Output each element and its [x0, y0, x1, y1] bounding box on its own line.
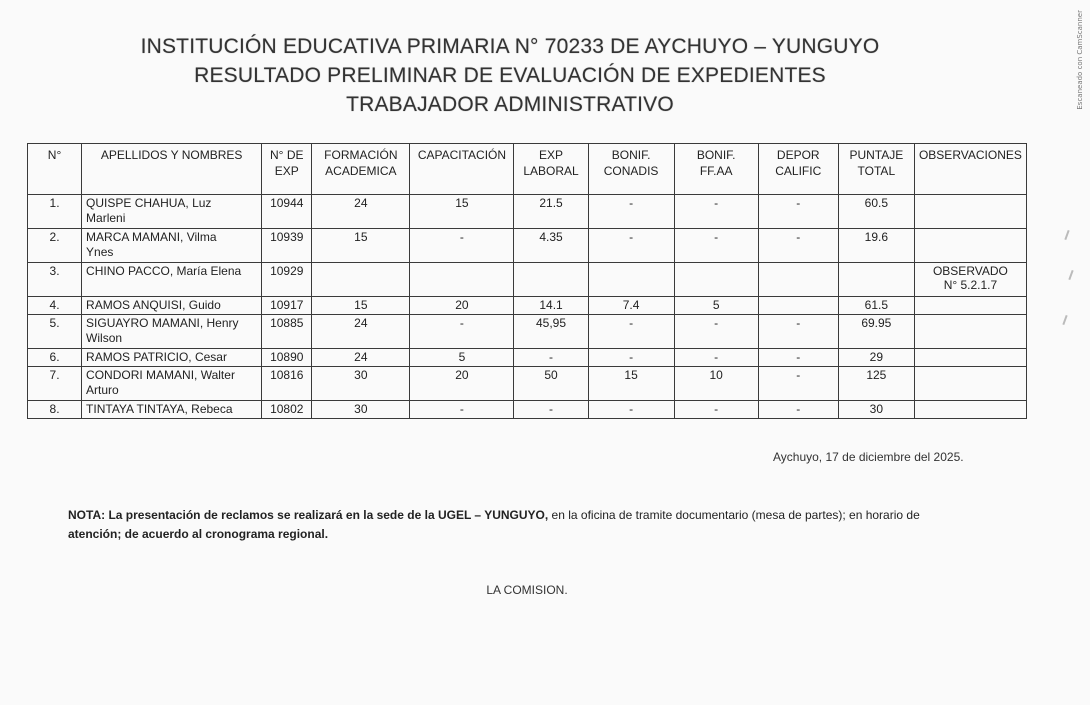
document-titles [0, 32, 1020, 119]
cell-conadis: 15 [588, 367, 674, 401]
cell-exp: 10929 [262, 263, 312, 297]
cell-laboral: 45,95 [514, 315, 588, 349]
cell-conadis [588, 263, 674, 297]
table-row [28, 315, 1027, 349]
column-header [758, 144, 838, 195]
cell-total: 19.6 [838, 229, 914, 263]
cell-depor: - [758, 195, 838, 229]
cell-name [82, 349, 262, 367]
cell-exp: 10917 [262, 297, 312, 315]
column-header-line: DEPOR [776, 148, 820, 162]
cell-exp: 10944 [262, 195, 312, 229]
cell-capacitacion: 20 [410, 297, 514, 315]
cell-ffaa: - [674, 401, 758, 419]
cell-depor: - [758, 349, 838, 367]
column-header [262, 144, 312, 195]
cell-capacitacion: 20 [410, 367, 514, 401]
cell-n: 6. [28, 349, 82, 367]
cell-formacion: 30 [312, 367, 410, 401]
table-row [28, 401, 1027, 419]
table-row [28, 195, 1027, 229]
column-header-line: APELLIDOS Y NOMBRES [100, 148, 243, 162]
cell-n: 8. [28, 401, 82, 419]
column-header [28, 144, 82, 195]
cell-total [838, 263, 914, 297]
table-body [28, 195, 1027, 419]
cell-n: 7. [28, 367, 82, 401]
cell-ffaa: 5 [674, 297, 758, 315]
cell-name [82, 367, 262, 401]
cell-name-line: QUISPE CHAHUA, Luz [86, 196, 212, 210]
column-header-line: N° DE [270, 148, 304, 162]
cell-total: 60.5 [838, 195, 914, 229]
cell-obs [914, 315, 1026, 349]
cell-capacitacion: - [410, 315, 514, 349]
cell-laboral: 21.5 [514, 195, 588, 229]
cell-name-line: TINTAYA TINTAYA, Rebeca [86, 402, 233, 416]
column-header-line: OBSERVACIONES [918, 148, 1022, 162]
cell-ffaa: - [674, 315, 758, 349]
column-header [914, 144, 1026, 195]
cell-total: 69.95 [838, 315, 914, 349]
column-header [82, 144, 262, 195]
table-row [28, 229, 1027, 263]
cell-exp: 10802 [262, 401, 312, 419]
title-position: TRABAJADOR ADMINISTRATIVO [346, 93, 674, 116]
cell-total: 125 [838, 367, 914, 401]
cell-formacion: 24 [312, 315, 410, 349]
column-header-line: CONADIS [603, 164, 659, 178]
cell-conadis: - [588, 229, 674, 263]
column-header [838, 144, 914, 195]
column-header-line: LABORAL [523, 164, 579, 178]
cell-name-line: MARCA MAMANI, Vilma [86, 230, 217, 244]
scanner-watermark: Escaneado con CamScanner [1076, 10, 1084, 110]
margin-marks [1052, 140, 1082, 360]
table-row [28, 263, 1027, 297]
column-header-line: TOTAL [857, 164, 896, 178]
cell-obs [914, 195, 1026, 229]
table-row [28, 297, 1027, 315]
column-header-line: FORMACIÓN [324, 148, 398, 162]
cell-total: 30 [838, 401, 914, 419]
cell-formacion: 24 [312, 195, 410, 229]
cell-conadis: - [588, 315, 674, 349]
cell-conadis: 7.4 [588, 297, 674, 315]
column-header-line: CAPACITACIÓN [417, 148, 507, 162]
cell-obs-line: N° 5.2.1.7 [943, 278, 998, 292]
cell-capacitacion: 15 [410, 195, 514, 229]
cell-exp: 10816 [262, 367, 312, 401]
column-header-line: EXP [539, 148, 564, 162]
cell-formacion: 30 [312, 401, 410, 419]
column-header [588, 144, 674, 195]
cell-ffaa: - [674, 349, 758, 367]
cell-name [82, 315, 262, 349]
cell-depor [758, 297, 838, 315]
column-header-line: N° [47, 148, 62, 162]
note-text-bold: La presentación de reclamos se realizará en la sede de la UGEL – YUNGUYO, [108, 508, 549, 522]
column-header [514, 144, 588, 195]
cell-conadis: - [588, 401, 674, 419]
table-row [28, 367, 1027, 401]
column-header-line: FF.AA [699, 164, 733, 178]
cell-capacitacion: - [410, 229, 514, 263]
cell-obs [914, 367, 1026, 401]
cell-depor: - [758, 315, 838, 349]
cell-name [82, 263, 262, 297]
column-header [410, 144, 514, 195]
date-line: Aychuyo, 17 de diciembre del 2025. [773, 450, 964, 464]
cell-laboral: 14.1 [514, 297, 588, 315]
cell-n: 3. [28, 263, 82, 297]
cell-name [82, 195, 262, 229]
cell-laboral [514, 263, 588, 297]
cell-laboral: - [514, 401, 588, 419]
cell-name-line: RAMOS ANQUISI, Guido [86, 298, 221, 312]
cell-laboral: - [514, 349, 588, 367]
cell-capacitacion: - [410, 401, 514, 419]
cell-obs-line: OBSERVADO [932, 264, 1008, 278]
note-text-bold-2: atención; de acuerdo al cronograma regional. [68, 527, 329, 541]
cell-total: 61.5 [838, 297, 914, 315]
cell-name-line: SIGUAYRO MAMANI, Henry [86, 316, 239, 330]
note-paragraph [68, 506, 968, 544]
cell-name-line: CHINO PACCO, María Elena [86, 264, 242, 278]
column-header [674, 144, 758, 195]
cell-name-line: Marleni [86, 211, 126, 225]
cell-capacitacion: 5 [410, 349, 514, 367]
cell-formacion: 24 [312, 349, 410, 367]
cell-ffaa: - [674, 195, 758, 229]
cell-obs [914, 263, 1026, 297]
cell-ffaa [674, 263, 758, 297]
column-header-line: BONIF. [696, 148, 736, 162]
cell-name-line: Arturo [86, 383, 119, 397]
cell-formacion: 15 [312, 297, 410, 315]
note-label: NOTA: [68, 508, 106, 522]
cell-name [82, 229, 262, 263]
cell-exp: 10890 [262, 349, 312, 367]
column-header-line: PUNTAJE [849, 148, 904, 162]
cell-name [82, 297, 262, 315]
cell-n: 2. [28, 229, 82, 263]
signature-line: LA COMISION. [486, 583, 568, 597]
cell-depor: - [758, 229, 838, 263]
cell-name [82, 401, 262, 419]
results-table [27, 143, 1027, 419]
title-result: RESULTADO PRELIMINAR DE EVALUACIÓN DE EXPEDIENTES [194, 64, 826, 87]
cell-obs [914, 297, 1026, 315]
cell-name-line: Wilson [86, 331, 123, 345]
cell-formacion [312, 263, 410, 297]
cell-obs [914, 229, 1026, 263]
cell-depor: - [758, 367, 838, 401]
cell-formacion: 15 [312, 229, 410, 263]
cell-laboral: 4.35 [514, 229, 588, 263]
cell-name-line: RAMOS PATRICIO, Cesar [86, 350, 227, 364]
cell-conadis: - [588, 349, 674, 367]
cell-ffaa: - [674, 229, 758, 263]
cell-obs [914, 401, 1026, 419]
cell-name-line: CONDORI MAMANI, Walter [86, 368, 235, 382]
cell-capacitacion [410, 263, 514, 297]
column-header-line: ACADEMICA [325, 164, 397, 178]
cell-depor: - [758, 401, 838, 419]
cell-exp: 10885 [262, 315, 312, 349]
cell-ffaa: 10 [674, 367, 758, 401]
column-header-line: BONIF. [611, 148, 651, 162]
cell-n: 5. [28, 315, 82, 349]
cell-laboral: 50 [514, 367, 588, 401]
table-row [28, 349, 1027, 367]
cell-conadis: - [588, 195, 674, 229]
cell-n: 4. [28, 297, 82, 315]
cell-name-line: Ynes [86, 245, 114, 259]
cell-exp: 10939 [262, 229, 312, 263]
cell-obs [914, 349, 1026, 367]
cell-depor [758, 263, 838, 297]
note-text-normal: en la oficina de tramite documentario (mesa de partes); en horario de [551, 508, 920, 522]
column-header-line: CALIFIC [775, 164, 822, 178]
column-header [312, 144, 410, 195]
column-header-line: EXP [274, 164, 299, 178]
table-header-row [28, 144, 1027, 195]
title-institution: INSTITUCIÓN EDUCATIVA PRIMARIA N° 70233 DE AYCHUYO – YUNGUYO [140, 35, 880, 58]
cell-total: 29 [838, 349, 914, 367]
cell-n: 1. [28, 195, 82, 229]
